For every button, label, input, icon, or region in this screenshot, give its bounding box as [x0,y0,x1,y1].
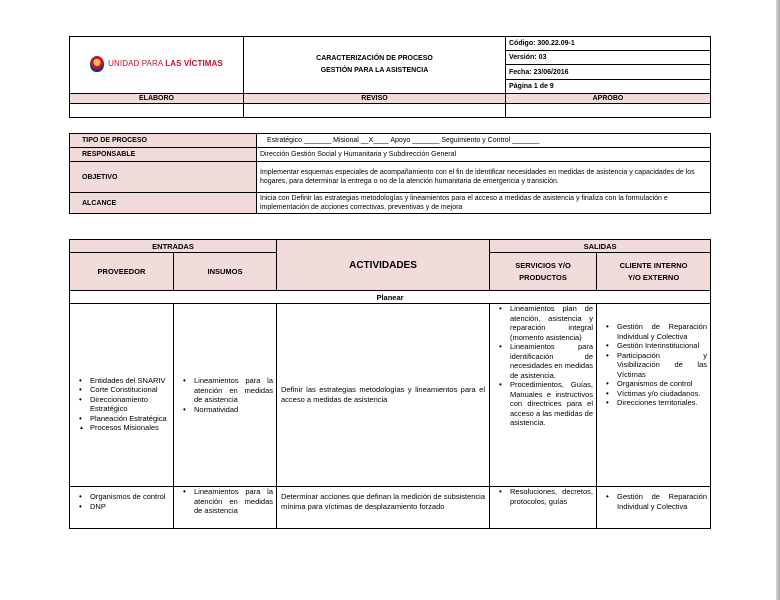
cliente-header [597,253,711,291]
codigo: Código: 300.22.09-1 [506,37,711,51]
list-item: • Lineamientos para identificación de necesidades en medidas de asistencia. [493,342,593,380]
list-item: • Organismos de control [600,379,707,389]
insumos-cell [174,487,277,529]
objetivo-value: Implementar esquemas especiales de acompañamiento con el fin de identificar necesidades en medidas de asistencia y capacidades de los hogares, para determinar la entrega o no de la atención humanitaria de emergencia y transición. [257,162,711,193]
logo-cell [70,37,244,94]
alcance-value: Inicia con Definir las estrategias metodologías y lineamientos para el acceso a medidas de asistencia y finaliza con la formulación e implementación de acciones correctivas, preventivas y de mejora [257,193,711,214]
aprobo-header: APROBO [506,93,711,103]
alcance-label: ALCANCE [70,193,257,214]
list-item: ▲ Procesos Misionales [73,423,170,433]
version: Versión: 03 [506,51,711,65]
process-info-table [69,133,711,214]
servicios-header-line1: SERVICIOS Y/O [515,260,571,270]
table-row [70,304,711,487]
list-item: • Lineamientos para la atención en medidas de asistencia [177,376,273,405]
list-item: • Direcciones territoriales. [600,398,707,408]
title-line-1: CARACTERIZACIÓN DE PROCESO [316,54,433,62]
window-edge [776,0,780,600]
document-header [69,36,711,118]
logo-text: UNIDAD PARA LAS VÍCTIMAS [108,59,223,69]
reviso-signature [244,103,506,117]
list-item: • Corte Constitucional [73,385,170,395]
phase-planear: Planear [70,291,711,304]
unidad-victimas-logo [90,56,223,72]
list-item: • Víctimas y/o ciudadanos. [600,389,707,399]
aprobo-signature [506,103,711,117]
insumos-cell [174,304,277,487]
clientes-cell [597,487,711,529]
cliente-header-line2: Y/O EXTERNO [627,272,680,282]
table-row [70,487,711,529]
list-item: • Resoluciones, decretos, protocolos, guías [493,487,593,506]
list-item: • Gestión de Reparación Individual y Colectiva [600,322,707,341]
responsable-label: RESPONSABLE [70,148,257,162]
document-title [244,37,506,94]
clientes-cell [597,304,711,487]
proveedor-cell [70,304,174,487]
objetivo-label: OBJETIVO [70,162,257,193]
list-item: • DNP [73,502,170,512]
servicios-header-line2: PRODUCTOS [519,272,567,282]
list-item: • Lineamientos plan de atención, asistencia y reparación integral (momento asistencia) [493,304,593,342]
servicios-header [490,253,597,291]
reviso-header: REVISO [244,93,506,103]
tipo-label: TIPO DE PROCESO [70,134,257,148]
list-item: • Normatividad [177,405,273,415]
list-item: • Entidades del SNARIV [73,376,170,386]
responsable-value: Dirección Gestión Social y Humanitaria y Subdirección General [257,148,711,162]
actividades-header: ACTIVIDADES [277,240,490,291]
pagina: Página 1 de 9 [506,79,711,93]
servicios-cell [490,304,597,487]
servicios-cell [490,487,597,529]
actividad-cell: Determinar acciones que definan la medición de subsistencia mínima para víctimas de desplazamiento forzado [277,487,490,529]
list-item: • Procedimientos, Guías, Manuales e instructivos con directrices para el acceso a las medidas de asistencia. [493,380,593,428]
entradas-header: ENTRADAS [70,240,277,253]
characterization-table [69,239,711,529]
list-item: • Gestión de Reparación Individual y Colectiva [600,492,707,511]
elaboro-signature [70,103,244,117]
proveedor-cell [70,487,174,529]
actividad-cell: Definir las estrategias metodologías y lineamientos para el acceso a medidas de asistencia [277,304,490,487]
elaboro-header: ELABORO [70,93,244,103]
tipo-value: Estratégico _______ Misional __X____ Apoyo _______ Seguimiento y Control _______ [257,134,711,148]
insumos-header: INSUMOS [174,253,277,291]
cliente-header-line1: CLIENTE INTERNO [619,260,688,270]
list-item: • Organismos de control [73,492,170,502]
list-item: • Gestión Interinstitucional [600,341,707,351]
fecha: Fecha: 23/06/2016 [506,65,711,79]
proveedor-header: PROVEEDOR [70,253,174,291]
list-item: • Participación y Visibilización de las Víctimas [600,351,707,380]
list-item: • Lineamientos para la atención en medidas de asistencia [177,487,273,516]
title-line-2: GESTIÓN PARA LA ASISTENCIA [320,66,429,74]
coat-of-arms-icon [90,56,104,72]
salidas-header: SALIDAS [490,240,711,253]
list-item: • Direccionamiento Estratégico [73,395,170,414]
list-item: • Planeación Estratégica [73,414,170,424]
